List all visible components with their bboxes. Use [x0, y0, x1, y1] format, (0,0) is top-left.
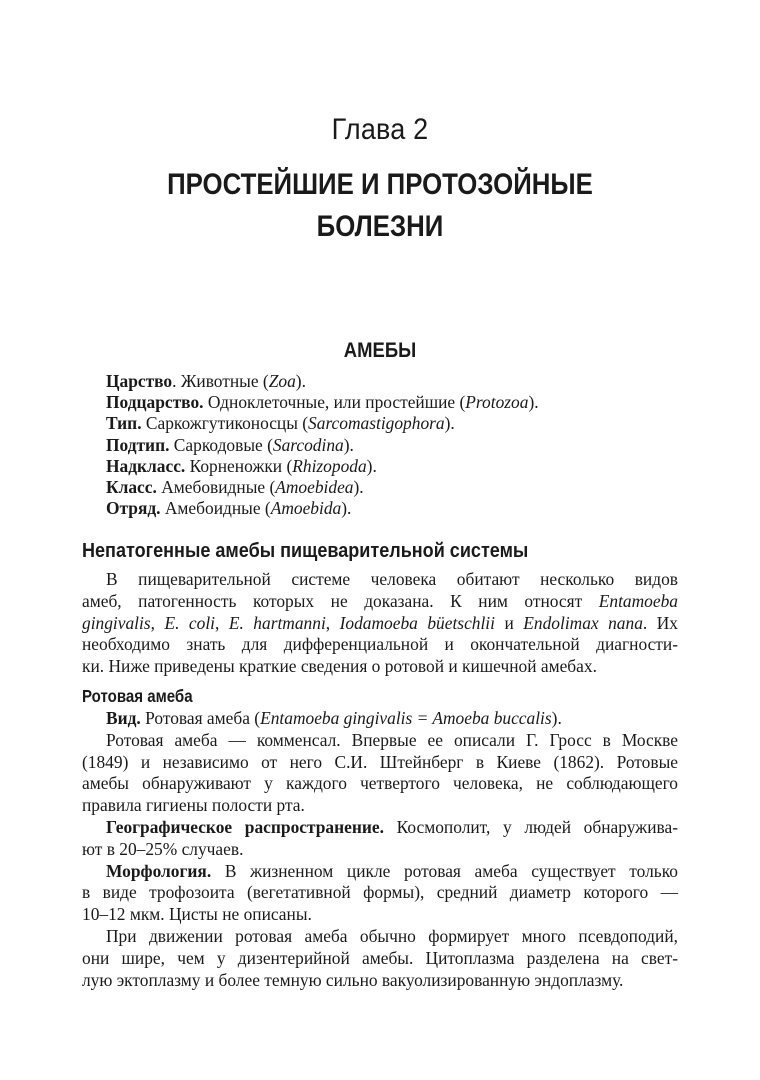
term-bold: Вид.: [106, 708, 141, 728]
taxonomy-term: Тип.: [106, 413, 142, 434]
taxonomy-term: Подтип.: [106, 434, 170, 455]
taxonomy-term: Класс.: [106, 477, 157, 498]
text-line: лую эктоплазму и более темную сильно вакуолизированную эндоплазму.: [82, 969, 624, 990]
taxonomy-row: [106, 371, 678, 392]
taxonomy-list: [106, 371, 678, 519]
taxonomy-term: Отряд.: [106, 498, 161, 519]
text-run: В жизненном цикле ротовая амеба существует только: [211, 860, 678, 881]
text-line: ки. Ниже приведены краткие сведения о ротовой и кишечной амебах.: [82, 656, 597, 677]
taxonomy-text: Корненожки (: [185, 455, 293, 476]
taxonomy-latin: Sarcomastigophora: [308, 413, 445, 434]
section-title: АМЕБЫ: [343, 339, 417, 362]
text-line: (1849) и независимо от него С.И. Штейнберг в Киеве (1862). Ротовые: [82, 751, 678, 772]
text-line: амебы обнаруживают у каждого четвертого человека, не соблюдающего: [82, 773, 678, 794]
taxonomy-text: . Животные (: [172, 371, 269, 391]
chapter-label: Глава 2: [331, 113, 429, 146]
chapter-title-line-1: ПРОСТЕЙШИЕ И ПРОТОЗОЙНЫЕ: [167, 168, 593, 201]
text-line: [82, 613, 678, 635]
latin-term: E. coli: [164, 612, 215, 633]
text-line: 10–12 мкм. Цисты не описаны.: [82, 904, 312, 925]
latin-term: Entamoeba gingivalis = Amoeba buccalis: [260, 708, 552, 728]
text-run: ,: [215, 612, 229, 633]
latin-term: Entamoeba: [598, 590, 678, 611]
taxonomy-end: ).: [343, 434, 354, 455]
term-bold: Морфология.: [106, 860, 212, 881]
text-line: необходимо знать для дифференциальной и окончательной диагности-: [82, 634, 678, 655]
latin-term: Iodamoeba büetschlii: [339, 612, 495, 633]
text-run: ).: [551, 708, 562, 728]
taxonomy-term: Царство: [106, 371, 173, 391]
chapter-title: [124, 164, 637, 248]
term-bold: Географическое распространение.: [106, 816, 384, 837]
text-run: Ротовая амеба (: [140, 708, 261, 728]
text-run: ,: [325, 612, 340, 633]
taxonomy-row: [106, 456, 678, 477]
taxonomy-end: ).: [366, 455, 377, 476]
taxonomy-text: Саркожгутиконосцы (: [141, 413, 309, 434]
taxonomy-end: ).: [341, 498, 352, 519]
subsubsection-title: Ротовая амеба: [82, 686, 193, 706]
taxonomy-end: ).: [528, 392, 539, 413]
text-run: Космополит, у людей обнаружива-: [383, 816, 678, 837]
taxonomy-row: [106, 413, 678, 434]
taxonomy-text: Амебовидные (: [156, 477, 276, 498]
text-run: . Их: [642, 612, 678, 633]
taxonomy-text: Одноклеточные, или простейшие (: [203, 392, 466, 413]
text-line: При движении ротовая амеба обычно формирует много псевдоподий,: [106, 925, 678, 946]
taxonomy-row: [106, 392, 678, 413]
text-line: [82, 861, 678, 883]
text-line: Ротовая амеба — комменсал. Впервые ее описали Г. Гросс в Москве: [106, 729, 678, 750]
text-run: и: [494, 612, 524, 633]
taxonomy-row: [106, 477, 678, 498]
taxonomy-latin: Sarcodina: [272, 434, 344, 455]
taxonomy-latin: Protozoa: [465, 392, 529, 413]
paragraph-oral-amoeba: [82, 708, 678, 991]
latin-term: gingivalis: [82, 612, 151, 633]
taxonomy-end: ).: [295, 371, 306, 391]
latin-term: E. hartmanni: [228, 612, 326, 633]
text-line: В пищеварительной системе человека обитают несколько видов: [106, 569, 678, 589]
text-run: ,: [150, 612, 165, 633]
taxonomy-latin: Zoa: [268, 371, 296, 391]
text-line: [82, 591, 678, 613]
taxonomy-end: ).: [444, 413, 455, 434]
taxonomy-row: [106, 435, 678, 456]
taxonomy-term: Подцарство.: [106, 392, 204, 413]
taxonomy-latin: Amoebidea: [275, 477, 354, 498]
text-run: амеб, патогенность которых не доказана. К ним относят: [82, 590, 599, 611]
taxonomy-row: [106, 498, 678, 519]
text-line: в виде трофозоита (вегетативной формы), средний диаметр которого —: [82, 882, 678, 903]
taxonomy-latin: Rhizopoda: [292, 455, 367, 476]
taxonomy-text: Саркодовые (: [169, 434, 273, 455]
text-line: ют в 20–25% случаев.: [82, 838, 244, 859]
chapter-title-line-2: БОЛЕЗНИ: [316, 210, 444, 243]
text-line: правила гигиены полости рта.: [82, 795, 305, 816]
latin-term: Endolimax nana: [523, 612, 643, 633]
paragraph-nonpathogenic: [82, 569, 678, 678]
text-line: [82, 817, 678, 839]
taxonomy-term: Надкласс.: [106, 455, 186, 476]
taxonomy-latin: Amoebida: [270, 498, 342, 519]
text-line: они шире, чем у дизентерийной амебы. Цитоплазма разделена на свет-: [82, 947, 678, 968]
taxonomy-end: ).: [353, 477, 364, 498]
text-line: [82, 708, 678, 730]
taxonomy-text: Амебоидные (: [160, 498, 271, 519]
subsection-title: Непатогенные амебы пищеварительной системы: [82, 539, 529, 562]
